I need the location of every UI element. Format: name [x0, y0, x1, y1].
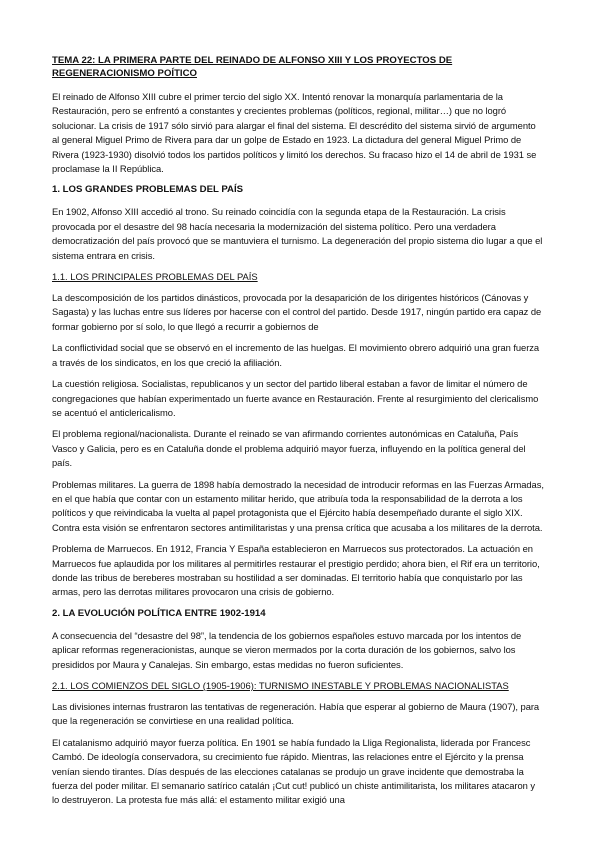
subsection-1-1-paragraph: La conflictividad social que se observó en el incremento de las huelgas. El movimiento obrero adquirió una gran fuerza a través de los sindicatos, en los que creció la afiliación.: [52, 342, 540, 368]
section-1-paragraph: En 1902, Alfonso XIII accedió al trono. Su reinado coincidía con la segunda etapa de la Restauración. La crisis provocada por el desastre del 98 hacía necesaria la modernización del sistema político. Pero una verdadera democratización del país provocó que se mantuviera el turnismo. La degeneración del propio sistema dio lugar a que el sistema entrara en crisis.: [52, 206, 543, 261]
document-title: TEMA 22: LA PRIMERA PARTE DEL REINADO DE ALFONSO XIII Y LOS PROYECTOS DE REGENERACIONISMO POÍTICO: [52, 55, 453, 79]
subsection-1-1-paragraph: La cuestión religiosa. Socialistas, republicanos y un sector del partido liberal estaban a favor de limitar el número de congregaciones que habían experimentado un fuerte avance en Restauración. Frente al resurgimiento del clericalismo se acentuó el anticlericalismo.: [52, 378, 539, 418]
subsection-2-1-heading: 2.1. LOS COMIENZOS DEL SIGLO (1905-1906): TURNISMO INESTABLE Y PROBLEMAS NACIONALISTAS: [52, 680, 509, 691]
subsection-1-1-paragraph: El problema regional/nacionalista. Durante el reinado se van afirmando corrientes autonómicas en Cataluña, País Vasco y Galicia, pero es en Cataluña donde el problema adquirió mayor fuerza, influyendo en la política general del país.: [52, 428, 526, 469]
subsection-1-1-paragraph: Problema de Marruecos. En 1912, Francia Y España establecieron en Marruecos sus protectorados. La actuación en Marruecos fue aplaudida por los militares al permitirles restaurar el prestigio perdido; ahora bien, el Rif era un territorio, donde las tribus de bereberes mostraban su hostilidad a ser dominadas. El territorio había que conquistarlo por las armas, pero las derrotas militares provocaron una crisis de gobierno.: [52, 543, 540, 598]
subsection-2-1-paragraph: El catalanismo adquirió mayor fuerza política. En 1901 se había fundado la Lliga Regionalista, liderada por Francesc Cambó. De ideología conservadora, su crecimiento fue rápido. Mientras, las relaciones entre el Ejército y la prensa venían siendo tirantes. Días después de las elecciones catalanas se produjo un grave incidente que demostraba la fuerza del poder militar. El semanario satírico catalán ¡Cut cut! publicó un chiste antimilitarista, los militares atacaron y lo destruyeron. La protesta fue más allá: el estamento militar exigió una: [52, 736, 536, 806]
section-1-heading: 1. LOS GRANDES PROBLEMAS DEL PAÍS: [52, 184, 244, 196]
subsection-1-1-paragraph: La descomposición de los partidos dinásticos, provocada por la desaparición de los dirigentes históricos (Cánovas y Sagasta) y las luchas entre sus líderes por hacerse con el control del partido. Desde 1917, ningún partido era capaz de formar gobierno por sí solo, lo que llegó a recurrir a gobiernos de: [52, 292, 542, 332]
subsection-1-1-heading: 1.1. LOS PRINCIPALES PROBLEMAS DEL PAÍS: [52, 271, 258, 283]
intro-paragraph: El reinado de Alfonso XIII cubre el primer tercio del siglo XX. Intentó renovar la monarquía parlamentaria de la Restauración, pero se enfrentó a constantes y crecientes problemas (políticos, regional, militar…) que no logró solucionar. La crisis de 1917 sólo sirvió para alargar el final del sistema. El descrédito del sistema sirvió de argumento al general Miguel Primo de Rivera para dar un golpe de Estado en 1923. La dictadura del general Miguel Primo de Rivera (1923-1930) disolvió todos los partidos políticos y limitó los derechos. Su fracaso hizo el 14 de abril de 1931 se proclamase la II República.: [52, 91, 537, 175]
section-2-heading: 2. LA EVOLUCIÓN POLÍTICA ENTRE 1902-1914: [52, 607, 266, 619]
subsection-1-1-paragraph: Problemas militares. La guerra de 1898 había demostrado la necesidad de introducir reformas en las Fuerzas Armadas, en el que había que contar con un estamento militar herido, que atribuía toda la responsabilidad de la derrota a los políticos y que reivindicaba la vuelta al papel protagonista que el Ejército había desempeñado durante el siglo XIX. Contra esta visión se enfrentaron sectores antimilitaristas y una prensa crítica que acusaba a los militares de la derrota.: [52, 478, 544, 533]
section-2-paragraph: A consecuencia del “desastre del 98”, la tendencia de los gobiernos españoles estuvo marcada por los intentos de aplicar reformas regeneracionistas, aunque se vieron mermados por la corta duración de los gobiernos, salvo los presididos por Maura y Canalejas. Sin embargo, estas medidas no fueron suficientes.: [52, 629, 522, 670]
subsection-2-1-paragraph: Las divisiones internas frustraron las tentativas de regeneración. Había que esperar al gobierno de Maura (1907), para que la regeneración se convirtiese en una realidad política.: [52, 701, 540, 727]
